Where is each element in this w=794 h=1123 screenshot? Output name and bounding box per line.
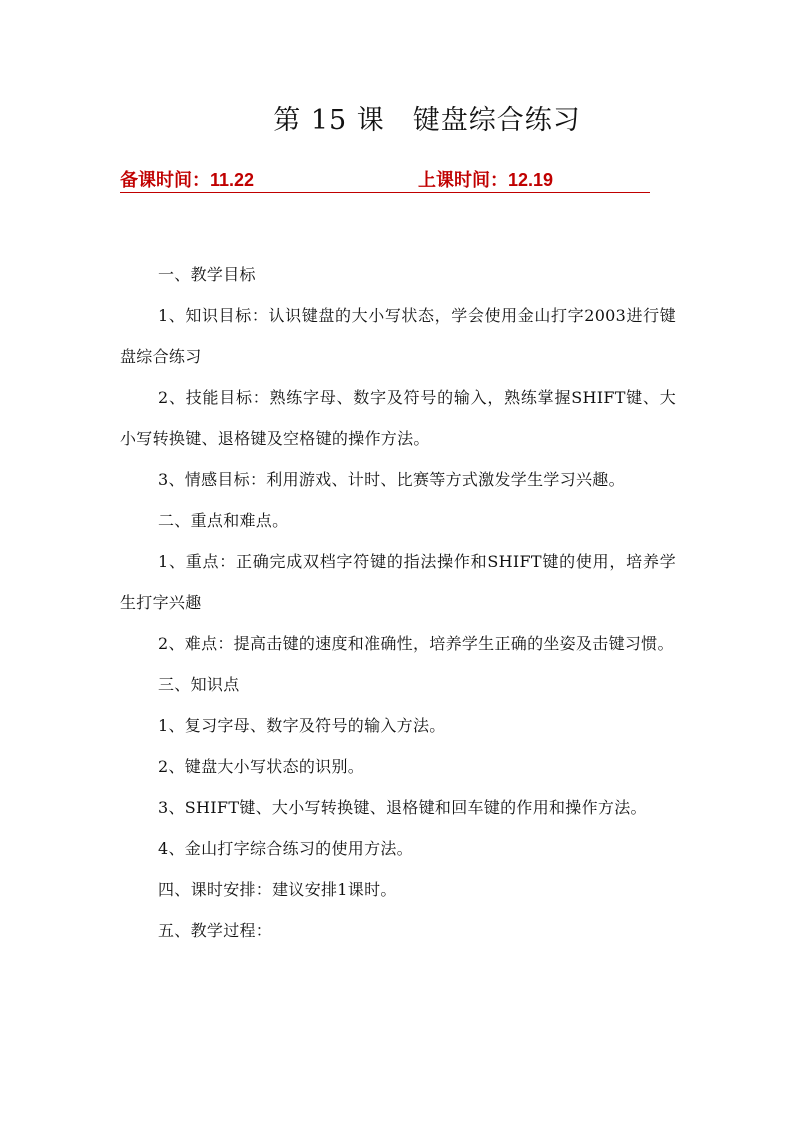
paragraph-knowledge-3: 3、SHIFT键、大小写转换键、退格键和回车键的作用和操作方法。 bbox=[158, 798, 647, 817]
section-heading-process: 五、教学过程： bbox=[158, 921, 273, 940]
paragraph-knowledge-goal: 1、知识目标：认识键盘的大小写状态，学会使用金山打字2003进行键盘综合练习 bbox=[120, 306, 676, 366]
paragraph-skill-goal: 2、技能目标：熟练字母、数字及符号的输入，熟练掌握SHIFT键、大小写转换键、退格键及空格键的操作方法。 bbox=[120, 388, 676, 448]
class-time: 上课时间：12.19 bbox=[418, 170, 554, 190]
section-heading-knowledge: 三、知识点 bbox=[158, 675, 240, 694]
lesson-body bbox=[120, 254, 676, 951]
paragraph-knowledge-2: 2、键盘大小写状态的识别。 bbox=[158, 757, 365, 776]
prep-time: 备课时间：11.22 bbox=[120, 170, 255, 190]
paragraph-knowledge-1: 1、复习字母、数字及符号的输入方法。 bbox=[158, 716, 446, 735]
lesson-title: 第 15 课 键盘综合练习 bbox=[273, 105, 581, 136]
paragraph-emotion-goal: 3、情感目标：利用游戏、计时、比赛等方式激发学生学习兴趣。 bbox=[158, 470, 625, 489]
section-heading-objectives: 一、教学目标 bbox=[158, 265, 256, 284]
paragraph-knowledge-4: 4、金山打字综合练习的使用方法。 bbox=[158, 839, 413, 858]
section-heading-key-points: 二、重点和难点。 bbox=[158, 511, 289, 530]
section-heading-schedule: 四、课时安排：建议安排1课时。 bbox=[158, 880, 397, 899]
paragraph-difficulty: 2、难点：提高击键的速度和准确性，培养学生正确的坐姿及击键习惯。 bbox=[158, 634, 674, 653]
schedule-line bbox=[120, 164, 650, 193]
paragraph-key-point: 1、重点：正确完成双档字符键的指法操作和SHIFT键的使用，培养学生打字兴趣 bbox=[120, 552, 676, 612]
